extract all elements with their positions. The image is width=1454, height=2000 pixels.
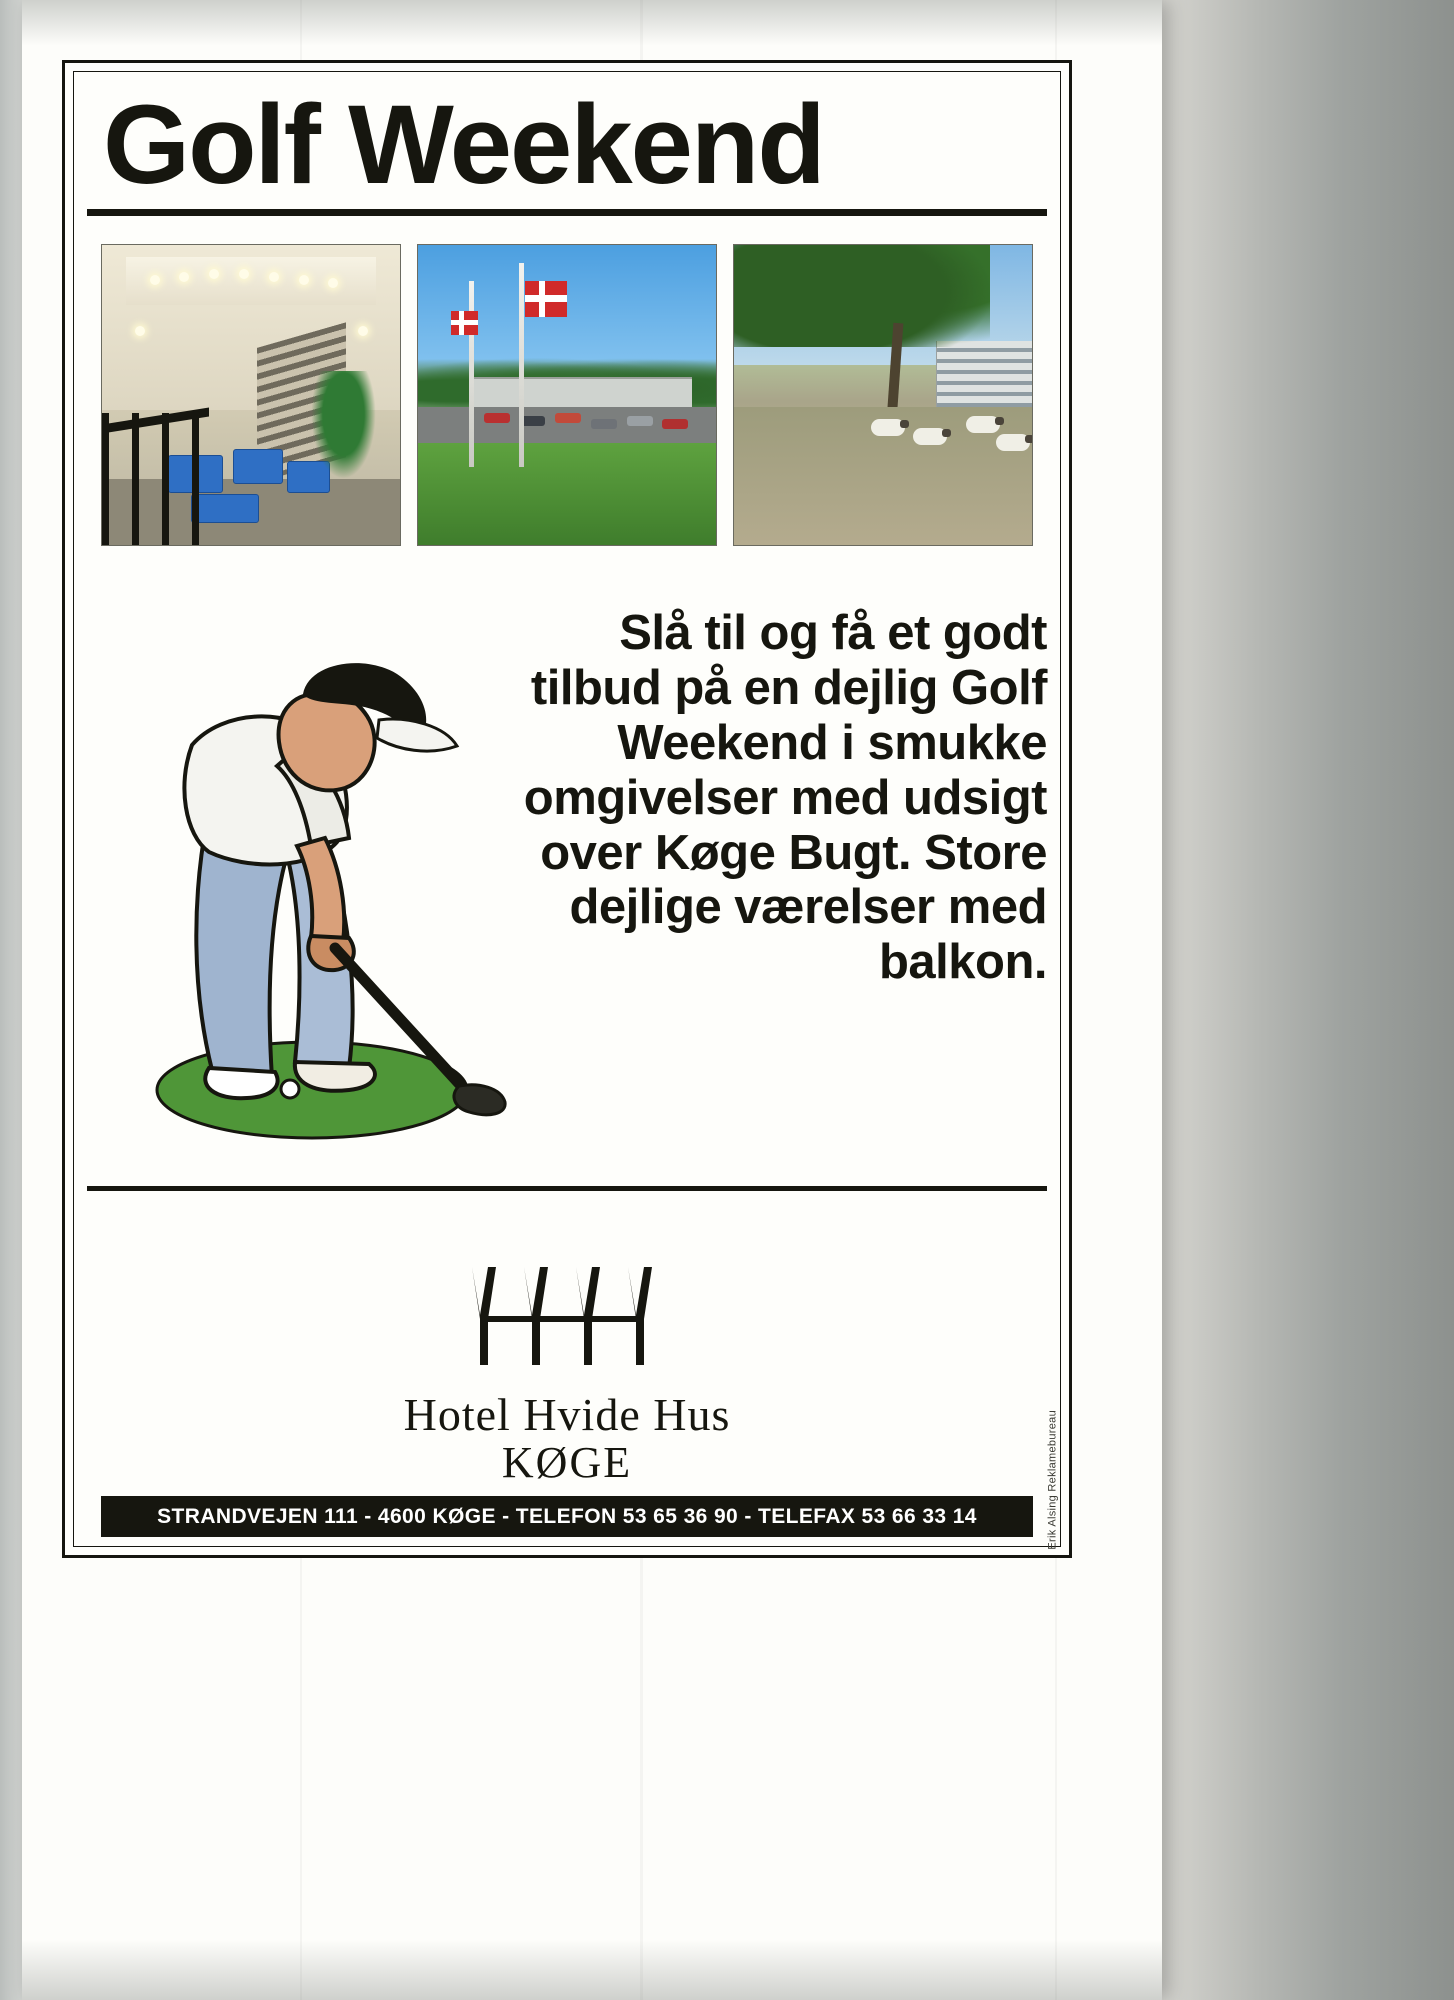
advertisement-content bbox=[83, 79, 1059, 1550]
scan-shadow-top bbox=[22, 0, 1162, 46]
body-copy: Slå til og få et godt tilbud på en dejlig Golf Weekend i smukke omgivelser med udsigt over Køge Bugt. Store dejlige værelser med balkon. bbox=[523, 606, 1047, 990]
sheep-on-lawn-and-hotel-wing-photo bbox=[733, 244, 1033, 546]
photo-strip bbox=[101, 244, 1033, 546]
agency-credit: Erik Alsing Reklamebureau bbox=[1047, 1410, 1059, 1550]
hotel-city: KØGE bbox=[501, 1438, 633, 1487]
hotel-name: Hotel Hvide Hus bbox=[403, 1389, 731, 1440]
body-divider bbox=[87, 1186, 1047, 1191]
advertisement-frame bbox=[62, 60, 1072, 1558]
page-title: Golf Weekend bbox=[103, 82, 824, 207]
scan-shadow-bottom bbox=[22, 1940, 1162, 2000]
headline-divider bbox=[87, 209, 1047, 216]
hhh-monogram-icon bbox=[462, 1261, 672, 1371]
danish-flags-and-parking-photo bbox=[417, 244, 717, 546]
address-bar: STRANDVEJEN 111 - 4600 KØGE - TELEFON 53 65 36 90 - TELEFAX 53 66 33 14 bbox=[101, 1496, 1033, 1537]
hotel-lobby-photo bbox=[101, 244, 401, 546]
body-block bbox=[83, 570, 1051, 1180]
golfer-putting-illustration bbox=[97, 570, 517, 1160]
